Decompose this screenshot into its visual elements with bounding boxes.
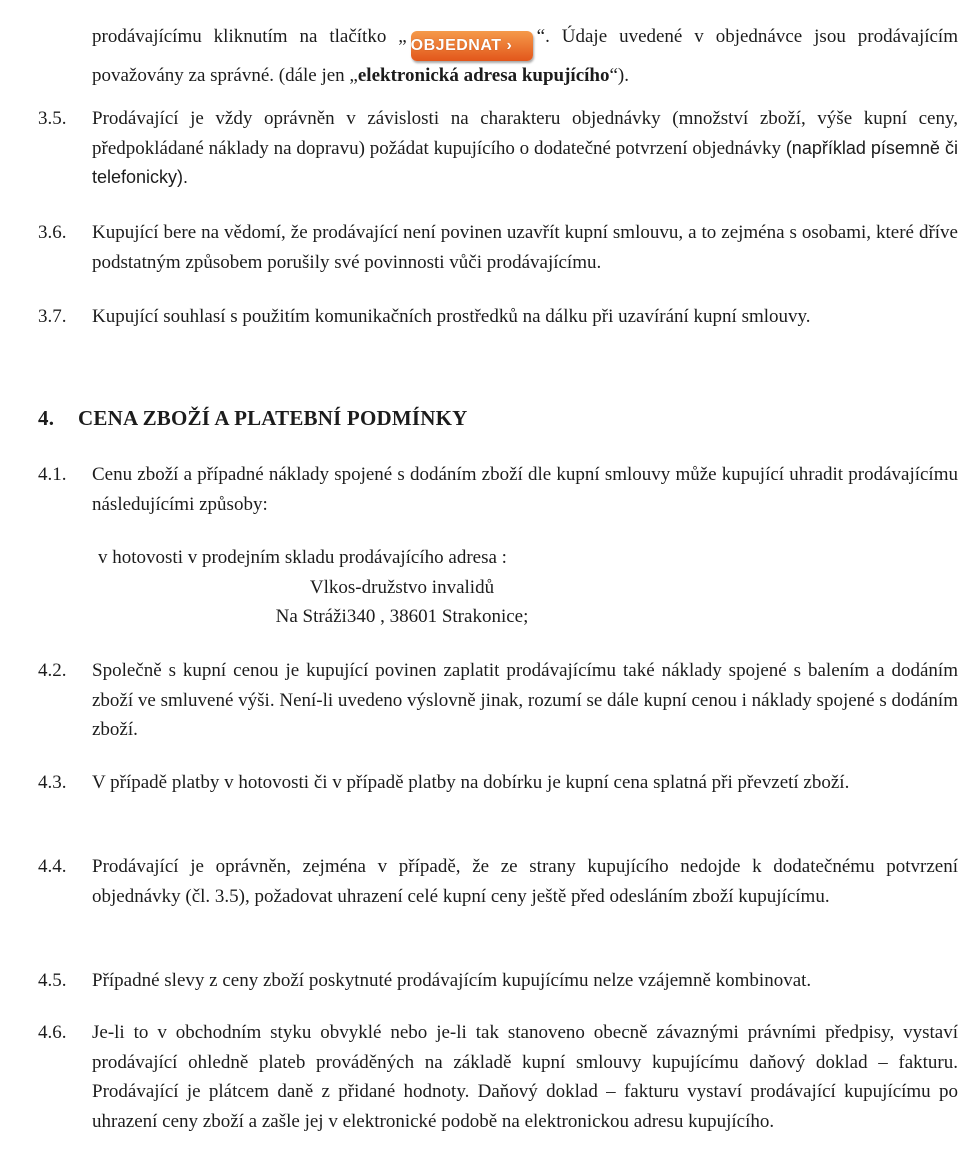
clause-number: 4.3. (38, 772, 67, 793)
clause-3-5 (38, 104, 958, 193)
clause-4-1 (38, 460, 958, 519)
clause-number: 3.5. (38, 108, 67, 129)
clause-text: Cenu zboží a případné náklady spojené s dodáním zboží dle kupní smlouvy může kupující uhradit prodávajícímu následujícími způsoby: (92, 464, 958, 515)
clause-text: Prodávající je oprávněn, zejména v případě, že ze strany kupujícího nedojde k dodatečnému potvrzení objednávky (čl. 3.5), požadovat uhrazení celé kupní ceny ještě před odesláním zboží kupujícímu. (92, 856, 958, 907)
intro-line-a-start: prodávajícímu kliknutím na tlačítko „ (92, 26, 407, 47)
address-line-2: Vlkos-družstvo invalidů (309, 576, 495, 598)
intro-line-b-end: “). (609, 65, 630, 86)
clause-text: V případě platby v hotovosti či v případě platby na dobírku je kupní cena splatná při převzetí zboží. (92, 772, 850, 793)
clause-4-2 (38, 656, 958, 745)
address-line-3: Na Stráži340 , 38601 Strakonice; (275, 606, 529, 627)
intro-paragraph (38, 22, 958, 91)
clause-text: Prodávající je vždy oprávněn v závislosti na charakteru objednávky (množství zboží, výše kupní ceny, předpokládané náklady na dopravu) požádat kupujícího o dodatečné potvrzení objednávky (92, 108, 958, 159)
clause-3-6 (38, 218, 958, 277)
clause-4-4 (38, 852, 958, 911)
section-heading (38, 404, 468, 434)
clause-number: 4.4. (38, 856, 67, 877)
clause-number: 4.2. (38, 660, 67, 681)
payment-address (92, 543, 712, 632)
clause-number: 4.1. (38, 464, 67, 485)
section-number: 4. (38, 406, 55, 430)
intro-line-a-end: “. Údaje uvedené v objednávce jsou (536, 26, 846, 47)
clause-text: Případné slevy z ceny zboží poskytnuté prodávajícím kupujícímu nelze vzájemně kombinovat. (92, 970, 812, 991)
order-button[interactable]: OBJEDNAT › (411, 31, 533, 61)
clause-number: 3.6. (38, 222, 67, 243)
clause-text: Je-li to v obchodním styku obvyklé nebo je-li tak stanoveno obecně závaznými právními předpisy, vystaví prodávající ohledně plateb prováděných na základě kupní smlouvy kupujícímu daňový doklad – fakturu. Prodávající je plátcem daně z přidané hodnoty. Daňový doklad – fakturu vystaví prodávající kupujícímu po uhrazení ceny zboží a zašle jej v elektronické podobě na elektronickou adresu kupujícího. (92, 1022, 958, 1132)
clause-3-7 (38, 302, 958, 332)
section-title: CENA ZBOŽÍ A PLATEBNÍ PODMÍNKY (78, 406, 468, 430)
intro-line-b-start: prodávajícím považovány za správné. (dále jen „ (92, 26, 958, 86)
clause-number: 4.6. (38, 1022, 67, 1043)
clause-4-6 (38, 1018, 958, 1136)
clause-text: Kupující bere na vědomí, že prodávající není povinen uzavřít kupní smlouvu, a to zejména s osobami, které dříve podstatným způsobem porušily své povinnosti vůči prodávajícímu. (92, 222, 958, 273)
clause-4-5 (38, 966, 958, 996)
intro-bold-term: elektronická adresa kupujícího (357, 65, 610, 86)
address-line-1: v hotovosti v prodejním skladu prodávajícího adresa : (98, 547, 507, 568)
clause-number: 3.7. (38, 306, 67, 327)
clause-text: Společně s kupní cenou je kupující povinen zaplatit prodávajícímu také náklady spojené s balením a dodáním zboží ve smluvené výši. Není-li uvedeno výslovně jinak, rozumí se dále kupní cenou i náklady spojené s dodáním zboží. (92, 660, 958, 740)
clause-4-3 (38, 768, 958, 798)
clause-number: 4.5. (38, 970, 67, 991)
clause-text: Kupující souhlasí s použitím komunikačních prostředků na dálku při uzavírání kupní smlouvy. (92, 306, 811, 327)
clause-text-sans: (například písemně či telefonicky). (92, 137, 959, 187)
